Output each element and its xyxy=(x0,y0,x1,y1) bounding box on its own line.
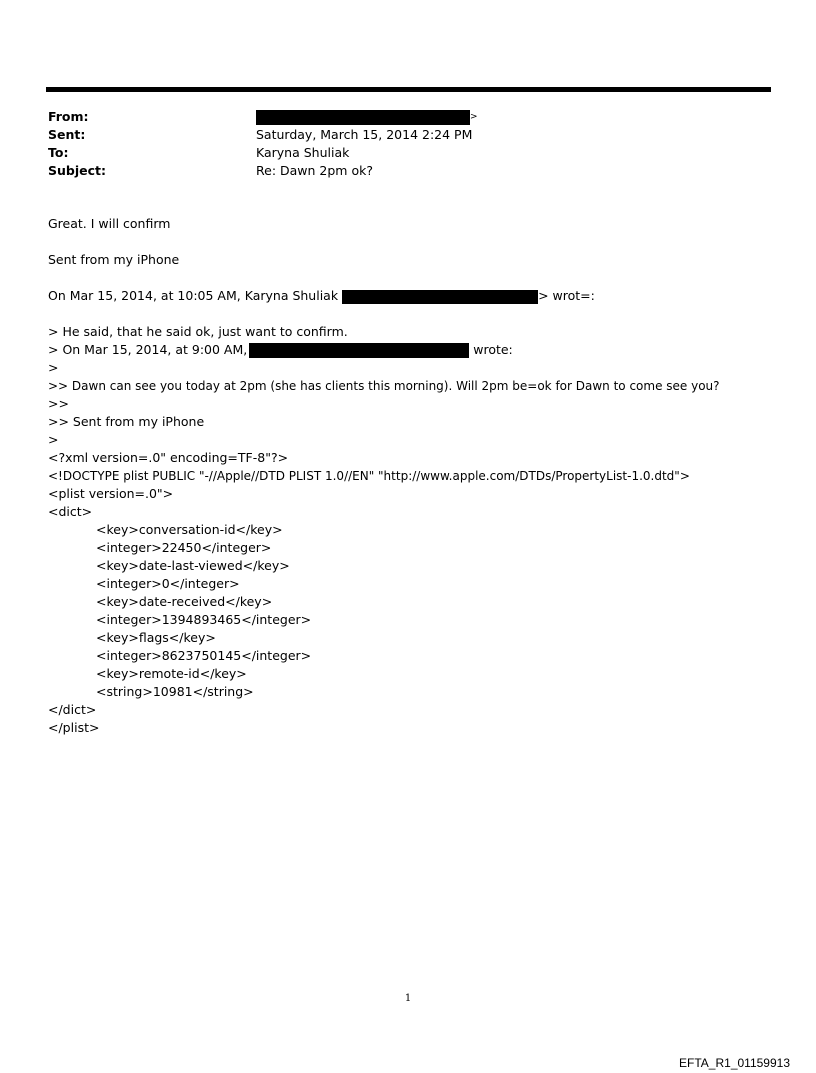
sent-row xyxy=(48,126,748,144)
email-header xyxy=(48,108,748,180)
signature-line: Sent from my iPhone xyxy=(48,252,180,267)
xml-line: <plist version=.0"> xyxy=(48,486,174,501)
body-line: Great. I will confirm xyxy=(48,216,171,231)
xml-line: <key>remote-id</key> xyxy=(96,666,247,681)
xml-line: <key>date-last-viewed</key> xyxy=(96,558,290,573)
xml-line: </plist> xyxy=(48,720,100,735)
xml-line: <key>date-received</key> xyxy=(96,594,273,609)
from-value xyxy=(256,108,748,126)
quoted-line: > He said, that he said ok, just want to confirm. xyxy=(48,324,348,339)
quoted-line: >> Sent from my iPhone xyxy=(48,414,205,429)
sent-label: Sent: xyxy=(48,127,86,142)
sent-value: Saturday, March 15, 2014 2:24 PM xyxy=(256,127,473,142)
quote-intro-tail: > wrot=: xyxy=(538,288,595,303)
to-value: Karyna Shuliak xyxy=(256,145,350,160)
quoted-line: > xyxy=(48,360,59,375)
from-tail: > xyxy=(470,112,478,122)
subject-label: Subject: xyxy=(48,163,106,178)
email-body xyxy=(48,215,778,737)
xml-line: <integer>0</integer> xyxy=(96,576,240,591)
from-row xyxy=(48,108,748,126)
subject-row xyxy=(48,162,748,180)
quoted-line-tail: wrote: xyxy=(473,342,513,357)
subject-value: Re: Dawn 2pm ok? xyxy=(256,163,373,178)
from-label: From: xyxy=(48,109,89,124)
to-row xyxy=(48,144,748,162)
header-rule xyxy=(46,87,771,92)
xml-line: <integer>22450</integer> xyxy=(96,540,272,555)
xml-line: <key>conversation-id</key> xyxy=(96,522,283,537)
xml-line: <key>flags</key> xyxy=(96,630,216,645)
xml-line: <dict> xyxy=(48,504,93,519)
quoted-line: >> xyxy=(48,396,69,411)
quoted-line: >> Dawn can see you today at 2pm (she has clients this morning). Will 2pm be=ok for Dawn to come see you? xyxy=(48,379,720,393)
quoted-line-text: > On Mar 15, 2014, at 9:00 AM, xyxy=(48,342,248,357)
quoted-line: > xyxy=(48,432,59,447)
xml-line: </dict> xyxy=(48,702,97,717)
page-number: 1 xyxy=(404,993,412,1004)
redaction-bar xyxy=(342,290,538,304)
xml-line: <integer>8623750145</integer> xyxy=(96,648,312,663)
to-label: To: xyxy=(48,145,69,160)
xml-line: <?xml version=.0" encoding=TF-8"?> xyxy=(48,450,289,465)
xml-line: <string>10981</string> xyxy=(96,684,254,699)
quote-intro-text: On Mar 15, 2014, at 10:05 AM, Karyna Shuliak xyxy=(48,288,339,303)
redaction-bar xyxy=(249,343,469,358)
xml-line: <!DOCTYPE plist PUBLIC "-//Apple//DTD PLIST 1.0//EN" "http://www.apple.com/DTDs/PropertyList-1.0.dtd"> xyxy=(48,469,690,483)
quote-intro xyxy=(48,287,778,305)
xml-line: <integer>1394893465</integer> xyxy=(96,612,312,627)
quoted-line xyxy=(48,341,778,359)
document-id: EFTA_R1_01159913 xyxy=(679,1056,790,1070)
redaction-bar xyxy=(256,110,470,125)
